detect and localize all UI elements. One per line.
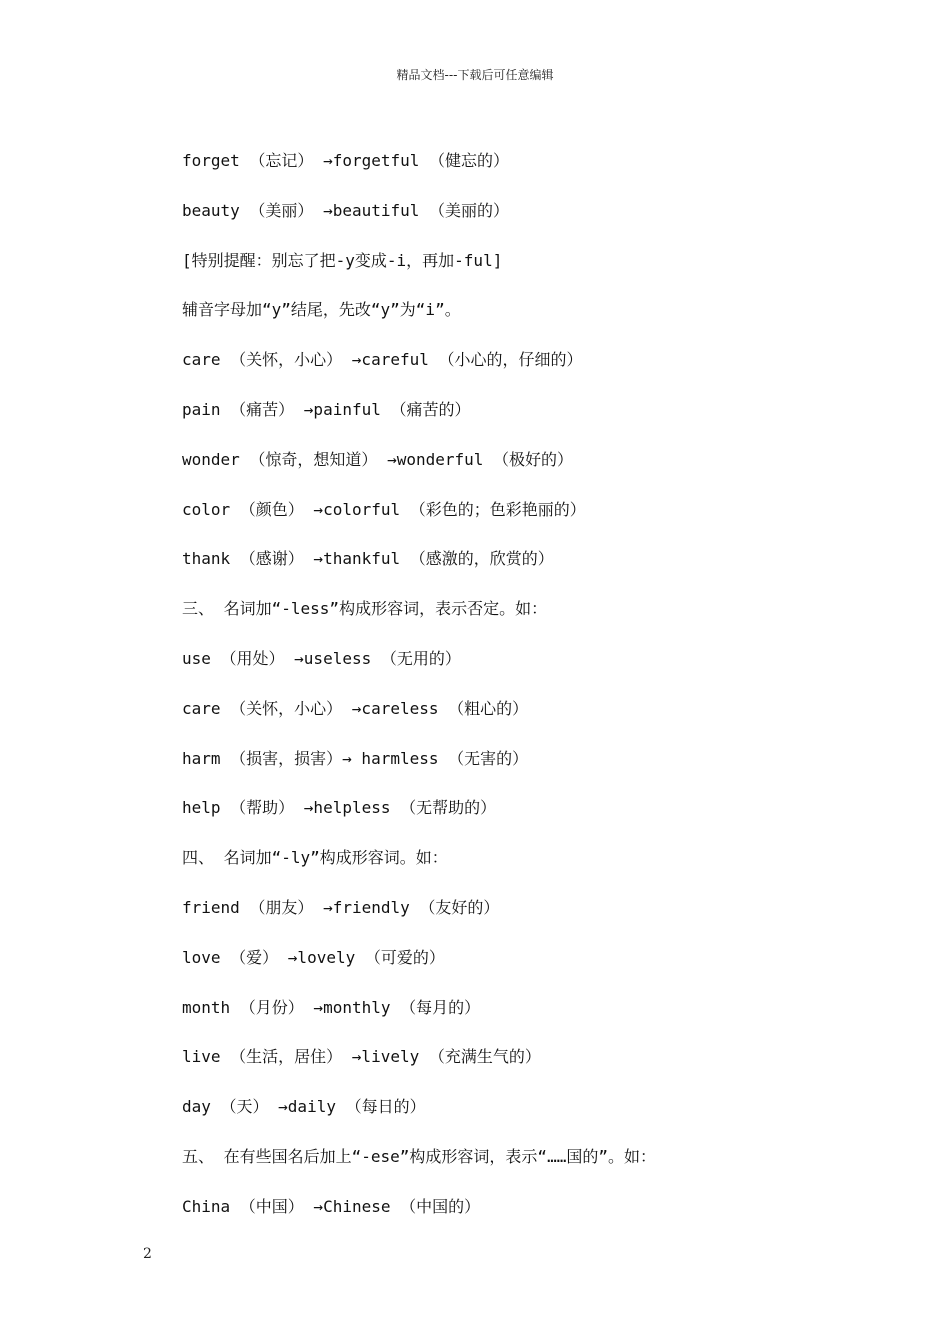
text-line: color （颜色） →colorful （彩色的；色彩艳丽的） — [182, 499, 586, 519]
text-line: use （用处） →useless （无用的） — [182, 648, 461, 668]
text-line: wonder （惊奇，想知道） →wonderful （极好的） — [182, 449, 574, 469]
text-line: pain （痛苦） →painful （痛苦的） — [182, 399, 471, 419]
section-heading: 五、 在有些国名后加上“-ese”构成形容词，表示“……国的”。如： — [182, 1146, 656, 1166]
text-line: 辅音字母加“y”结尾，先改“y”为“i”。 — [182, 300, 461, 320]
text-line: day （天） →daily （每日的） — [182, 1097, 426, 1117]
text-line: thank （感谢） →thankful （感激的，欣赏的） — [182, 549, 554, 569]
text-line: [特别提醒：别忘了把-y变成-i，再加-ful] — [182, 250, 503, 270]
text-line: love （爱） →lovely （可爱的） — [182, 947, 445, 967]
page-header: 精品文档---下载后可任意编辑 — [396, 68, 554, 82]
text-line: China （中国） →Chinese （中国的） — [182, 1196, 481, 1216]
document-body — [182, 146, 902, 1242]
text-line: live （生活，居住） →lively （充满生气的） — [182, 1047, 541, 1067]
page-number: 2 — [143, 1246, 152, 1262]
text-line: forget （忘记） →forgetful （健忘的） — [182, 151, 510, 170]
section-heading: 四、 名词加“-ly”构成形容词。如： — [182, 848, 448, 868]
text-line: care （关怀，小心） →careful （小心的，仔细的） — [182, 350, 583, 370]
text-line: harm （损害，损害）→ harmless （无害的） — [182, 748, 529, 768]
text-line: care （关怀，小心） →careless （粗心的） — [182, 698, 529, 718]
text-line: help （帮助） →helpless （无帮助的） — [182, 798, 497, 818]
text-line: month （月份） →monthly （每月的） — [182, 997, 481, 1017]
text-line: beauty （美丽） →beautiful （美丽的） — [182, 200, 510, 220]
text-line: friend （朋友） →friendly （友好的） — [182, 897, 500, 917]
section-heading: 三、 名词加“-less”构成形容词，表示否定。如： — [182, 599, 548, 619]
